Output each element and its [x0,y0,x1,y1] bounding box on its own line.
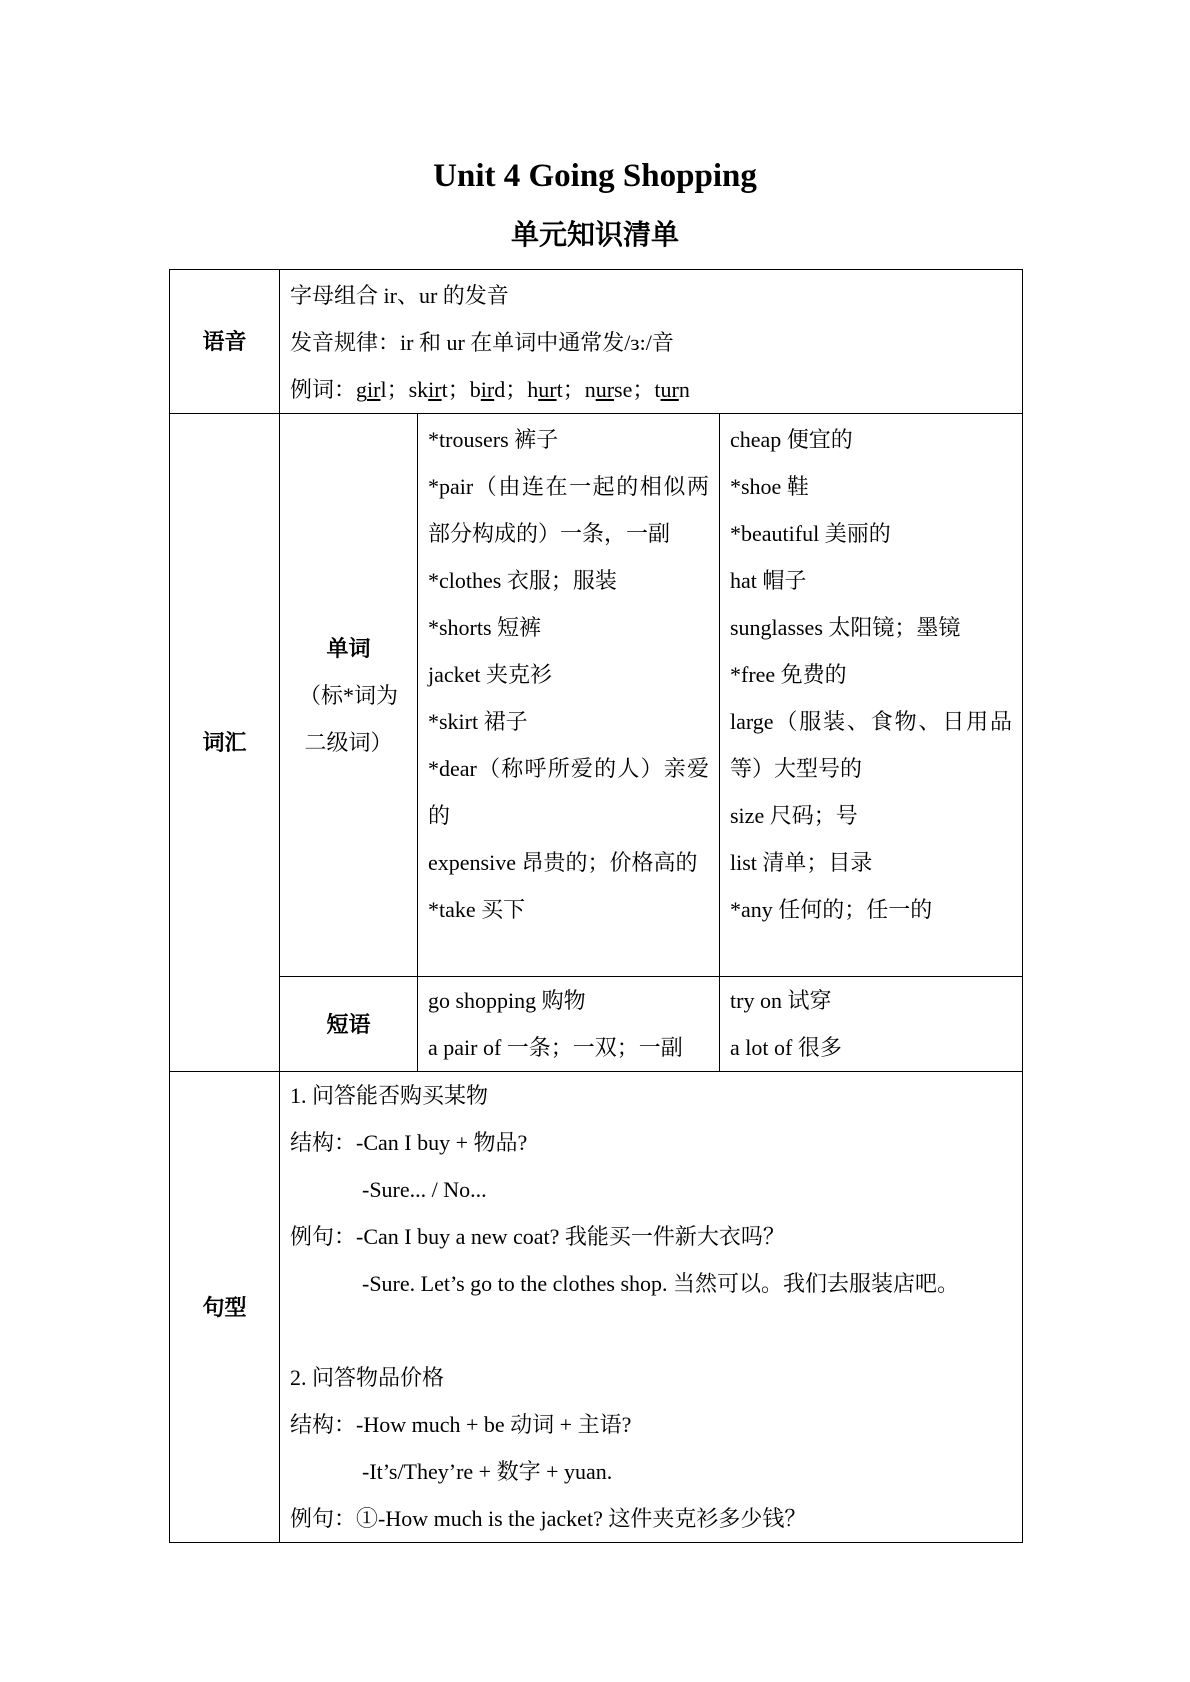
example-word: turn [654,377,690,402]
word-item: hat 帽子 [730,568,807,593]
phrase-item: go shopping 购物 [428,988,586,1013]
pattern-2-example: 例句：①-How much is the jacket? 这件夹克衫多少钱？ [290,1506,807,1531]
phrase-item: a lot of 很多 [730,1035,842,1060]
word-item: *beautiful 美丽的 [730,521,891,546]
sentences-label: 句型 [170,1072,280,1543]
example-word: girl [356,377,387,402]
pattern-1-structure: 结构：-Can I buy + 物品? [290,1130,528,1155]
phonetics-examples: 例词：girl；skirt；bird；hurt；nurse；turn [290,377,690,402]
word-item: *free 免费的 [730,662,847,687]
word-item: *trousers 裤子 [428,427,559,452]
word-item: *any 任何的；任一的 [730,897,933,922]
word-item: *skirt 裙子 [428,709,528,734]
vocabulary-label: 词汇 [170,414,280,1072]
words-column-1 [418,414,720,977]
word-item: large（服装、食物、日用品等）大型号的 [730,709,1013,781]
word-item: sunglasses 太阳镜；墨镜 [730,615,961,640]
pattern-2-structure-answer: -It’s/They’re + 数字 + yuan. [362,1459,613,1484]
pattern-1-example: 例句：-Can I buy a new coat? 我能买一件新大衣吗？ [290,1224,785,1249]
example-word: bird [469,377,506,402]
phrases-column-1 [418,977,720,1072]
word-item: jacket 夹克衫 [428,662,553,687]
vocabulary-phrases-row [170,977,1023,1072]
word-item: list 清单；目录 [730,850,873,875]
word-item: *clothes 衣服；服装 [428,568,617,593]
examples-label: 例词： [290,377,357,402]
phonetics-rule: 发音规律：ir 和 ur 在单词中通常发/ɜ:/音 [290,330,674,355]
phonetics-label: 语音 [170,270,280,414]
word-item: size 尺码；号 [730,803,858,828]
example-word: nurse [584,377,633,402]
phonetics-heading: 字母组合 ir、ur 的发音 [290,283,509,308]
words-note: （标*词为二级词） [298,682,398,755]
phonetics-content [280,270,1023,414]
phrase-item: a pair of 一条；一双；一副 [428,1035,683,1060]
pattern-2-structure: 结构：-How much + be 动词 + 主语? [290,1412,632,1437]
word-item: *pair（由连在一起的相似两部分构成的）一条，一副 [428,474,709,546]
example-word: hurt [527,377,563,402]
word-item: *take 买下 [428,897,526,922]
pattern-1-title: 1. 问答能否购买某物 [290,1083,489,1108]
word-item: *shorts 短裤 [428,615,542,640]
example-word: skirt [408,377,448,402]
vocabulary-words-row [170,414,1023,977]
sentences-row [170,1072,1023,1543]
page-subtitle: 单元知识清单 [510,220,679,251]
word-item: *shoe 鞋 [730,474,809,499]
words-column-2 [720,414,1023,977]
pattern-2-title: 2. 问答物品价格 [290,1365,445,1390]
word-item: expensive 昂贵的；价格高的 [428,850,698,875]
words-label-cell [280,414,418,977]
words-label: 单词 [326,635,371,661]
phonetics-row [170,270,1023,414]
word-item: *dear（称呼所爱的人）亲爱的 [428,756,709,828]
pattern-1-structure-answer: -Sure... / No... [362,1177,487,1202]
knowledge-table [169,269,1023,1543]
word-item: cheap 便宜的 [730,427,853,452]
pattern-1-example-answer: -Sure. Let’s go to the clothes shop. 当然可以。我们去服装店吧。 [362,1271,960,1296]
sentences-content [280,1072,1023,1543]
phrase-item: try on 试穿 [730,988,832,1013]
page-title: Unit 4 Going Shopping [433,158,757,194]
phrases-label: 短语 [280,977,418,1072]
phrases-column-2 [720,977,1023,1072]
